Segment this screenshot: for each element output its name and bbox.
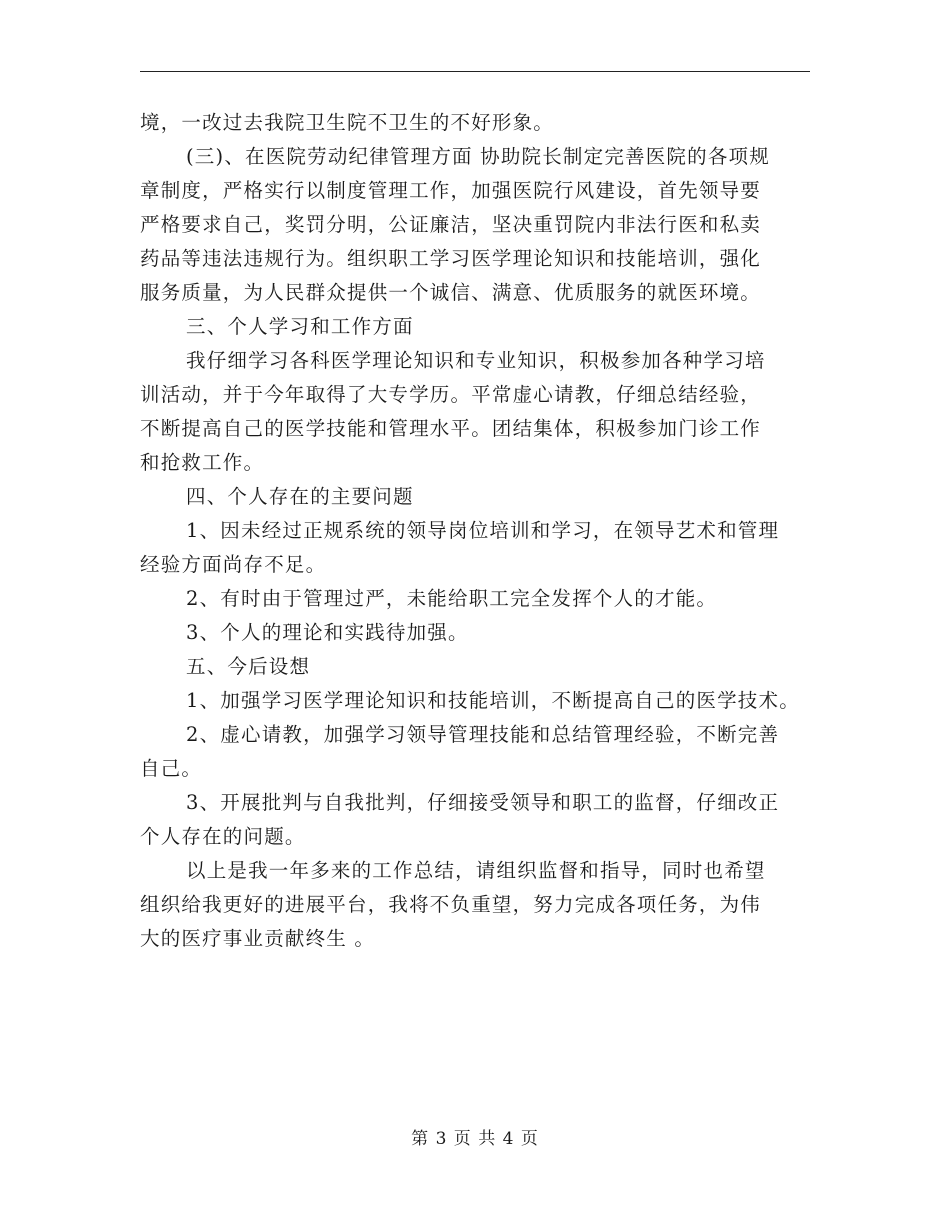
text-line: 服务质量，为人民群众提供一个诚信、满意、优质服务的就医环境。: [140, 281, 762, 304]
text-line: 五、今后设想: [186, 655, 311, 678]
text-line: 个人存在的问题。: [140, 825, 306, 848]
text-line: (三)、在医院劳动纪律管理方面 协助院长制定完善医院的各项规: [186, 145, 770, 168]
text-line: 药品等违法违规行为。组织职工学习医学理论知识和技能培训，强化: [140, 247, 762, 270]
header-divider: [140, 71, 810, 72]
page-number-footer: 第 3 页 共 4 页: [411, 1129, 539, 1149]
text-line: 以上是我一年多来的工作总结，请组织监督和指导，同时也希望: [186, 859, 766, 882]
text-line: 经验方面尚存不足。: [140, 553, 327, 576]
text-line: 训活动，并于今年取得了大专学历。平常虚心请教，仔细总结经验，: [140, 383, 762, 406]
text-line: 严格要求自己，奖罚分明，公证廉洁，坚决重罚院内非法行医和私卖: [140, 213, 762, 236]
text-line: 境，一改过去我院卫生院不卫生的不好形象。: [140, 111, 555, 134]
text-line: 1、因未经过正规系统的领导岗位培训和学习，在领导艺术和管理: [186, 519, 780, 542]
text-line: 我仔细学习各科医学理论知识和专业知识，积极参加各种学习培: [186, 349, 766, 372]
text-line: 2、虚心请教，加强学习领导管理技能和总结管理经验，不断完善: [186, 723, 780, 746]
text-line: 和抢救工作。: [140, 451, 265, 474]
text-line: 四、个人存在的主要问题: [186, 485, 414, 508]
document-body: [140, 106, 830, 956]
text-line: 3、个人的理论和实践待加强。: [186, 621, 469, 644]
text-line: 大的医疗事业贡献终生 。: [140, 927, 376, 950]
text-line: 自己。: [140, 757, 203, 780]
text-line: 不断提高自己的医学技能和管理水平。团结集体，积极参加门诊工作: [140, 417, 762, 440]
text-line: 2、有时由于管理过严，未能给职工完全发挥个人的才能。: [186, 587, 718, 610]
text-line: 三、个人学习和工作方面: [186, 315, 414, 338]
text-line: 章制度，严格实行以制度管理工作，加强医院行风建设，首先领导要: [140, 179, 762, 202]
text-line: 3、开展批判与自我批判，仔细接受领导和职工的监督，仔细改正: [186, 791, 780, 814]
text-line: 组织给我更好的进展平台，我将不负重望，努力完成各项任务，为伟: [140, 893, 762, 916]
text-line: 1、加强学习医学理论知识和技能培训，不断提高自己的医学技术。: [186, 689, 800, 712]
